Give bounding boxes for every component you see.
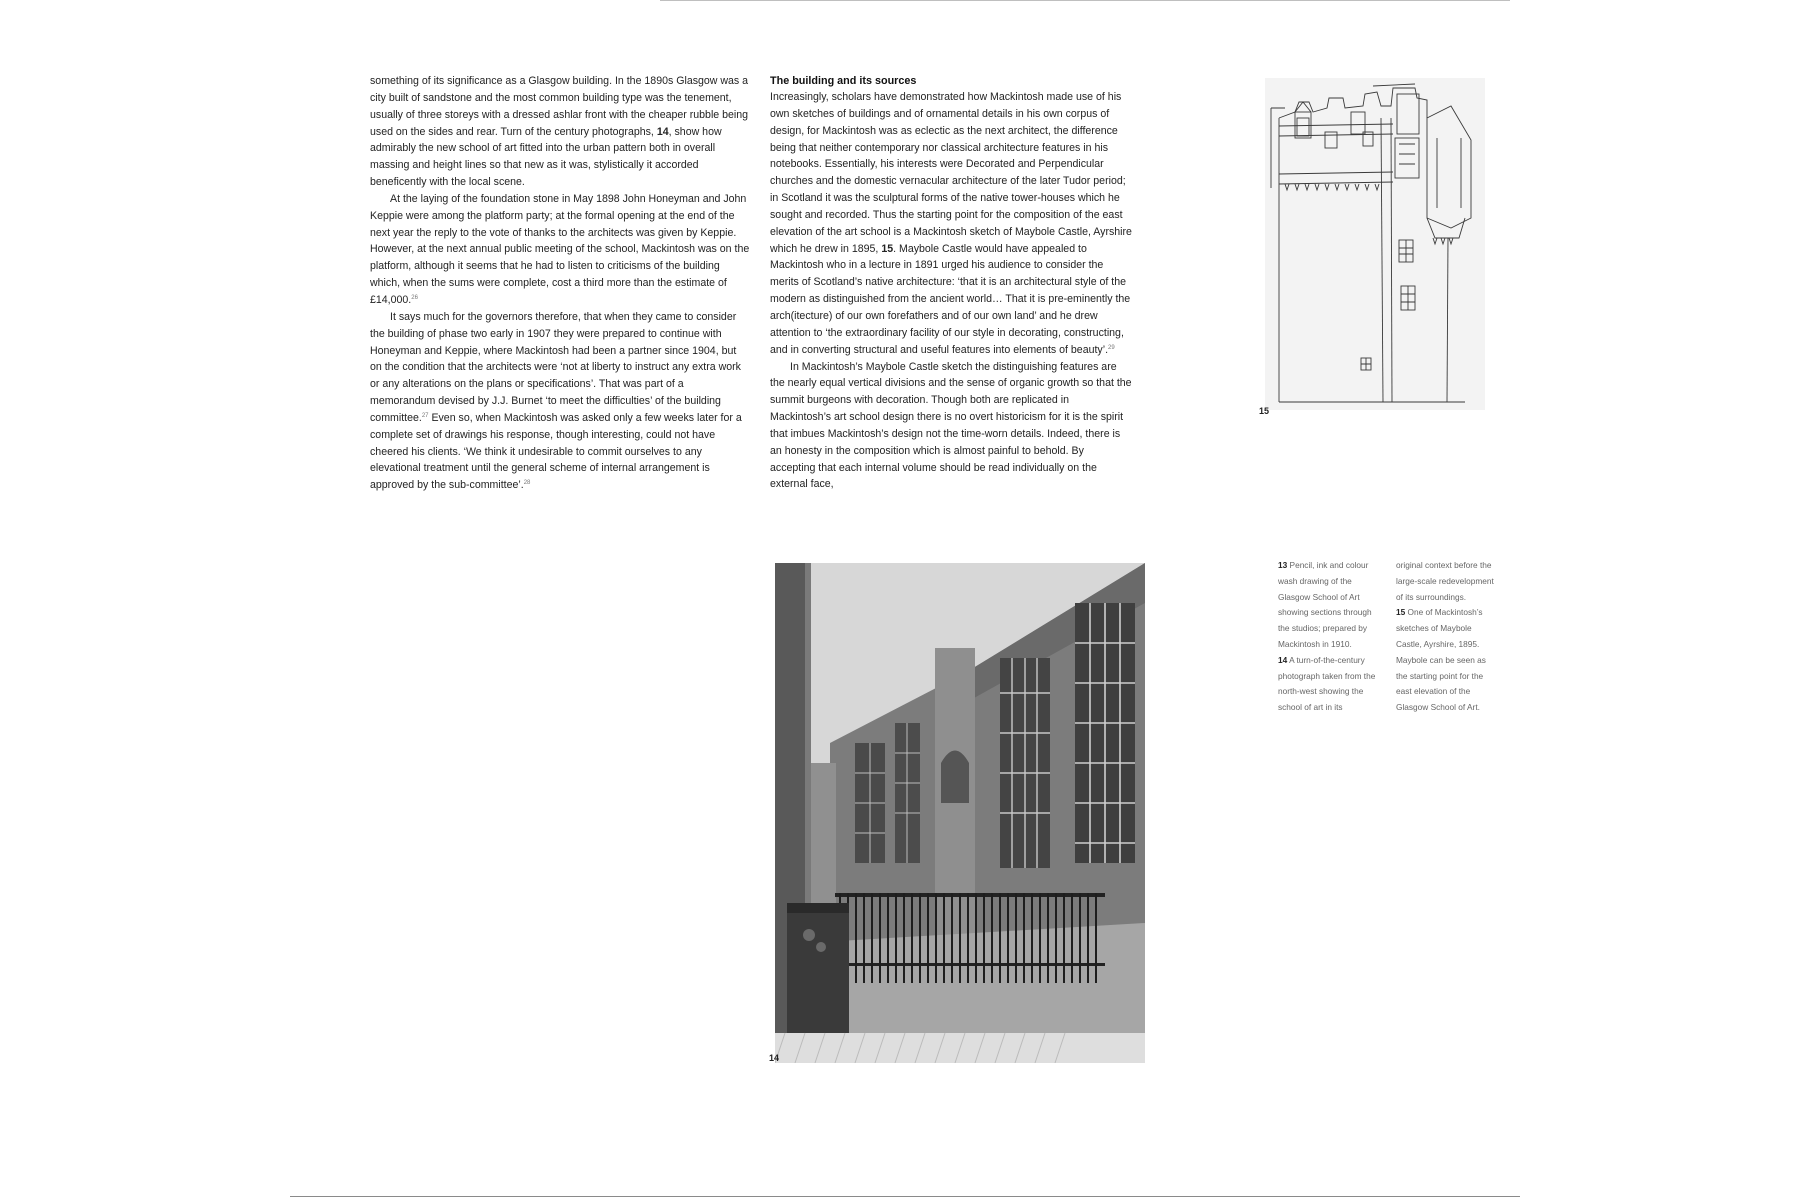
glasgow-school-of-art-photograph [775, 563, 1145, 1063]
school-photo-illustration [775, 563, 1145, 1063]
figure-reference: 14 [656, 125, 669, 138]
footnote-marker: 28 [523, 480, 531, 487]
caption-15: 15 One of Mackintosh’s sketches of Maybole Castle, Ayrshire, 1895. Maybole can be seen as the starting point for the east elevation of the Glasgow School of Art. [1396, 607, 1486, 713]
top-rule [660, 0, 1510, 1]
caption-13: 13 Pencil, ink and colour wash drawing of the Glasgow School of Art showing sections through the studios; prepared by Mackintosh in 1910. [1278, 560, 1372, 649]
left-text-column [370, 73, 750, 494]
figure-15-label: 15 [1259, 406, 1270, 416]
paragraph: something of its significance as a Glasgow building. In the 1890s Glasgow was a city built of sandstone and the most common building type was the tenement, usually of three storeys with a dressed ashlar front with the cheaper rubble being used on the sides and rear. Turn of the century photographs, 14, show how admirably the new school of art fitted into the urban pattern both in overall massing and height lines so that new as it was, stylistically it accorded beneficently with the local scene. [370, 75, 749, 189]
caption-column-2 [1396, 558, 1496, 716]
footnote-marker: 27 [421, 412, 429, 419]
footnote-marker: 29 [1108, 344, 1115, 351]
caption-14-continued: original context before the large-scale redevelopment of its surroundings. [1396, 560, 1494, 602]
figure-reference: 15 [881, 242, 894, 255]
castle-sketch-drawing [1265, 78, 1485, 410]
section-heading: The building and its sources [770, 75, 917, 87]
middle-text-column [770, 73, 1132, 493]
paragraph: At the laying of the foundation stone in May 1898 John Honeyman and John Keppie were among the platform party; at the formal opening at the end of the next year the reply to the vote of thanks to the architects was given by Keppie. However, at the next annual public meeting of the school, Mackintosh was on the platform, although it seems that he had to listen to criticisms of the building which, when the sums were complete, cost a third more than the estimate of £14,000.26 [370, 192, 750, 306]
paragraph: It says much for the governors therefore, that when they came to consider the building of phase two early in 1907 they were prepared to continue with Honeyman and Keppie, where Mackintosh had been a partner since 1904, but on the condition that the architects were ‘not at liberty to instruct any extra work or any alterations on the plans or specifications’. That was part of a memorandum devised by J.J. Burnet ‘to meet the difficulties’ of the building committee.$^{27}$ Even so, when Mackintosh was asked only a few weeks later for a complete set of drawings his response, though interesting, could not have cheered his clients. ‘We think it undesirable to commit ourselves to any elevational treatment until the general scheme of internal arrangement is approved by the sub-committee’.$^{28}$ [370, 310, 742, 492]
caption-column-1 [1278, 558, 1378, 716]
footnote-marker: 26 [411, 294, 418, 301]
bottom-rule [290, 1196, 1520, 1197]
paragraph: Increasingly, scholars have demonstrated how Mackintosh made use of his own sketches of buildings and of ornamental details in his own corpus of design, for Mackintosh was as eclectic as the next architect, the difference being that neither contemporary nor classical architecture features in his notebooks. Essentially, his interests were Decorated and Perpendicular churches and the domestic vernacular architecture of the later Tudor period; in Scotland it was the sculptural forms of the native tower-houses which he sought and recorded. Thus the starting point for the composition of the east elevation of the art school is a Mackintosh sketch of Maybole Castle, Ayrshire which he drew in 1895, 15. Maybole Castle would have appealed to Mackintosh who in a lecture in 1891 urged his audience to consider the merits of Scotland’s native architecture: ‘that it is an architectural style of the modern as distinguished from the ancient world… That it is pre-eminently the arch(itecture) of our own forefathers and of our own land’ and he drew attention to ‘the extraordinary facility of our style in decorating, constructing, and in converting structural and useful features into elements of beauty’.$^{29}$ [770, 91, 1132, 356]
caption-14: 14 A turn-of-the-century photograph taken from the north-west showing the school of art in its [1278, 654, 1376, 713]
figure-14-label: 14 [769, 1053, 780, 1063]
paragraph: In Mackintosh’s Maybole Castle sketch the distinguishing features are the nearly equal vertical divisions and the sense of organic growth so that the summit burgeons with decoration. Though both are replicated in Mackintosh’s art school design there is no overt historicism for it is the spirit that imbues Mackintosh’s design not the time-worn details. Indeed, there is an honesty in the composition which is almost painful to behold. By accepting that each internal volume should be read individually on the external face, [770, 360, 1132, 491]
maybole-castle-sketch [1265, 78, 1485, 410]
